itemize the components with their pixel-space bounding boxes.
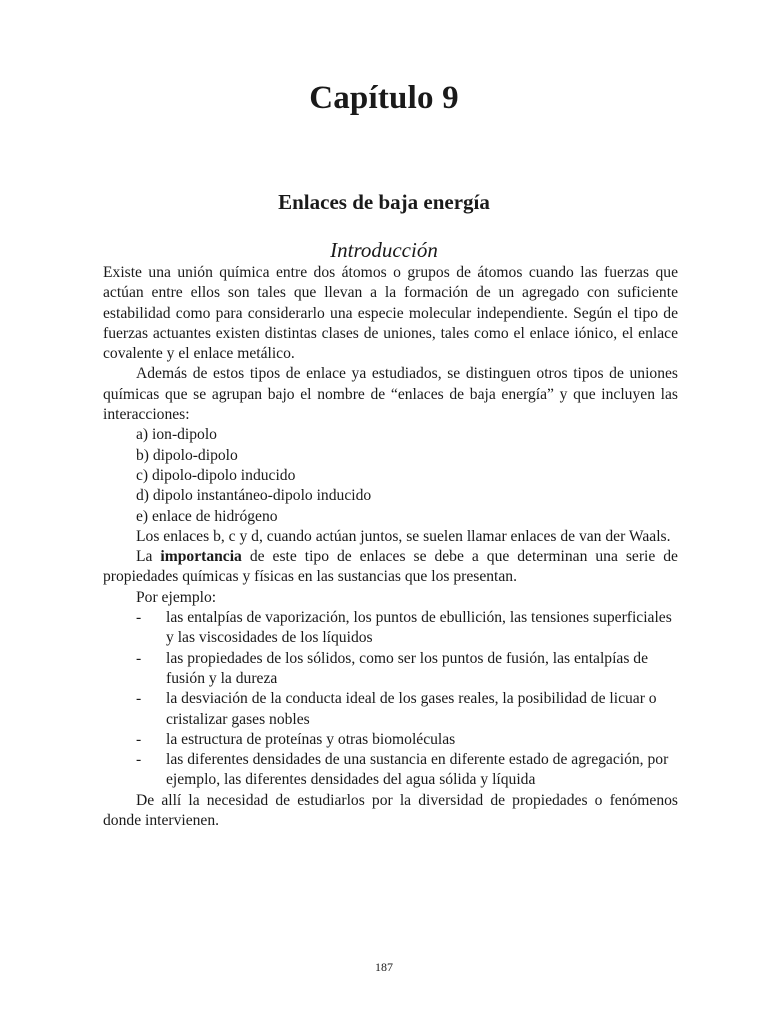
chapter-title: Capítulo 9 (309, 80, 459, 116)
importance-text-before: La (136, 548, 161, 566)
list-item-interaction: c) dipolo-dipolo inducido (136, 466, 296, 484)
paragraph-conclusion: De allí la necesidad de estudiarlos por la diversidad de propiedades o fenómenos donde intervienen. (103, 791, 678, 830)
list-item-example-text: las propiedades de los sólidos, como ser los puntos de fusión, las entalpías de fusión y la dureza (166, 649, 649, 687)
list-item-example (103, 608, 678, 649)
section-title: Enlaces de baja energía (278, 190, 490, 214)
list-item-example (103, 689, 678, 730)
paragraph-importance (103, 547, 678, 588)
list-dash: - (136, 730, 142, 748)
list-item-interaction: a) ion-dipolo (136, 426, 217, 444)
paragraph-intro: Existe una unión química entre dos átomos o grupos de átomos cuando las fuerzas que actúan entre ellos son tales que llevan a la formación de un agregado con suficiente estabilidad como para considerarlo una especie molecular independiente. Según el tipo de fuerzas actuantes existen distintas clases de uniones, tales como el enlace iónico, el enlace covalente y el enlace metálico. (103, 264, 678, 363)
list-dash: - (136, 751, 142, 769)
list-dash: - (136, 649, 142, 667)
list-item-example-text: la estructura de proteínas y otras biomoléculas (166, 730, 456, 748)
list-item-example (103, 649, 678, 690)
list-item-example (103, 730, 678, 750)
list-item-interaction: e) enlace de hidrógeno (136, 507, 278, 525)
paragraph-low-energy-bonds: Además de estos tipos de enlace ya estudiados, se distinguen otros tipos de uniones químicas que se agrupan bajo el nombre de “enlaces de baja energía” y que incluyen las interacciones: (103, 365, 678, 424)
paragraph-van-der-waals: Los enlaces b, c y d, cuando actúan juntos, se suelen llamar enlaces de van der Waals. (136, 527, 671, 545)
subsection-title: Introducción (330, 238, 438, 262)
page-number: 187 (375, 960, 393, 974)
importance-bold-word: importancia (160, 548, 242, 566)
list-item-example-text: las diferentes densidades de una sustancia en diferente estado de agregación, por ejemplo, las diferentes densidades del agua sólida y líquida (166, 751, 669, 789)
list-dash: - (136, 609, 142, 627)
list-item-example (103, 750, 678, 791)
list-item-interaction: d) dipolo instantáneo-dipolo inducido (136, 487, 372, 505)
importance-text-after: de este tipo de enlaces se debe a que determinan una serie de propiedades químicas y físicas en las sustancias que los presentan. (103, 548, 678, 586)
list-dash: - (136, 690, 142, 708)
paragraph-for-example: Por ejemplo: (136, 588, 217, 606)
list-item-interaction: b) dipolo-dipolo (136, 446, 238, 464)
list-item-example-text: la desviación de la conducta ideal de los gases reales, la posibilidad de licuar o cristalizar gases nobles (166, 690, 657, 728)
body-text (103, 263, 678, 831)
list-item-example-text: las entalpías de vaporización, los puntos de ebullición, las tensiones superficiales y las viscosidades de los líquidos (166, 609, 672, 647)
